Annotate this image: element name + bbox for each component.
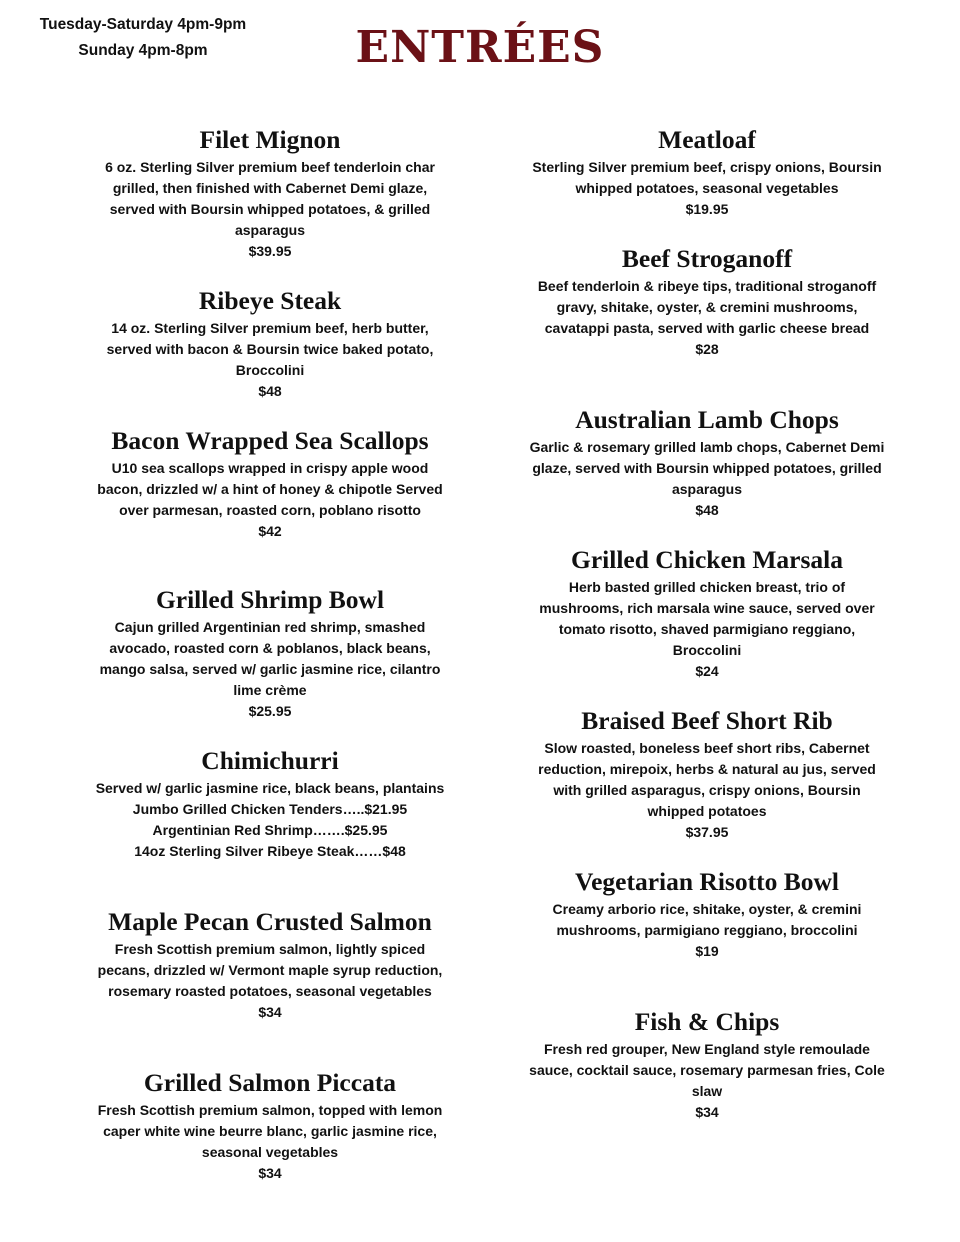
item-name: Braised Beef Short Rib — [581, 706, 833, 735]
item-price: $48 — [258, 383, 282, 399]
item-price: $48 — [695, 502, 719, 518]
menu-item-grilled-salmon-piccata — [90, 1068, 450, 1184]
menu-item-chimichurri — [90, 746, 450, 862]
page-title: ENTRÉES — [355, 22, 605, 73]
item-description: Cajun grilled Argentinian red shrimp, smashed avocado, roasted corn & poblanos, black beans, mango salsa, served w/ garlic jasmine rice, cilantro lime crème — [99, 619, 441, 698]
item-description: Creamy arborio rice, shitake, oyster, & cremini mushrooms, parmigiano reggiano, broccolini — [552, 901, 862, 938]
item-price: $19.95 — [685, 201, 729, 217]
item-name: Meatloaf — [658, 125, 756, 154]
item-name: Beef Stroganoff — [621, 244, 793, 273]
item-option: Argentinian Red Shrimp…….$25.95 — [152, 822, 388, 838]
item-price: $37.95 — [685, 824, 729, 840]
item-price: $34 — [258, 1004, 282, 1020]
menu-item-meatloaf — [527, 125, 887, 220]
item-name: Bacon Wrapped Sea Scallops — [111, 426, 429, 455]
menu-item-filet-mignon — [90, 125, 450, 262]
menu-item-beef-stroganoff — [527, 244, 887, 360]
item-name: Maple Pecan Crusted Salmon — [108, 907, 432, 936]
item-price: $42 — [258, 523, 282, 539]
item-name: Filet Mignon — [199, 125, 341, 154]
item-description: Herb basted grilled chicken breast, trio of mushrooms, rich marsala wine sauce, served over tomato risotto, shaved parmigiano reggiano, Broccolini — [539, 579, 875, 658]
item-name: Ribeye Steak — [198, 286, 342, 315]
hours-sunday: Sunday 4pm-8pm — [78, 42, 208, 59]
menu-item-braised-beef-short-rib — [527, 706, 887, 843]
menu-item-vegetarian-risotto-bowl — [527, 867, 887, 962]
item-price: $39.95 — [248, 243, 292, 259]
item-name: Fish & Chips — [634, 1007, 780, 1036]
item-option: 14oz Sterling Silver Ribeye Steak……$48 — [134, 843, 406, 859]
item-price: $25.95 — [248, 703, 292, 719]
hours-weekday: Tuesday-Saturday 4pm-9pm — [39, 16, 247, 33]
item-description: Garlic & rosemary grilled lamb chops, Cabernet Demi glaze, served with Boursin whipped potatoes, grilled asparagus — [529, 439, 885, 497]
menu-item-maple-pecan-crusted-salmon — [90, 907, 450, 1023]
item-price: $28 — [695, 341, 719, 357]
item-price: $34 — [695, 1104, 719, 1120]
item-name: Grilled Shrimp Bowl — [155, 585, 385, 614]
item-description: Fresh Scottish premium salmon, lightly spiced pecans, drizzled w/ Vermont maple syrup reduction, rosemary roasted potatoes, seasonal vegetables — [97, 941, 443, 999]
menu-item-australian-lamb-chops — [527, 405, 887, 521]
menu-item-bacon-wrapped-sea-scallops — [90, 426, 450, 542]
item-price: $19 — [695, 943, 719, 959]
item-description: U10 sea scallops wrapped in crispy apple wood bacon, drizzled w/ a hint of honey & chipotle Served over parmesan, roasted corn, poblano risotto — [97, 460, 443, 518]
item-name: Australian Lamb Chops — [575, 405, 839, 434]
item-name: Chimichurri — [201, 746, 339, 775]
item-price: $34 — [258, 1165, 282, 1181]
item-name: Vegetarian Risotto Bowl — [575, 867, 839, 896]
item-description: Fresh red grouper, New England style remoulade sauce, cocktail sauce, rosemary parmesan fries, Cole slaw — [529, 1041, 885, 1099]
menu-item-grilled-chicken-marsala — [527, 545, 887, 682]
menu-item-fish-and-chips — [527, 1007, 887, 1123]
item-description: Fresh Scottish premium salmon, topped with lemon caper white wine beurre blanc, garlic jasmine rice, seasonal vegetables — [97, 1102, 443, 1160]
item-option: Jumbo Grilled Chicken Tenders…..$21.95 — [132, 801, 408, 817]
item-name: Grilled Salmon Piccata — [143, 1068, 397, 1097]
item-name: Grilled Chicken Marsala — [571, 545, 843, 574]
item-description: Beef tenderloin & ribeye tips, traditional stroganoff gravy, shitake, oyster, & cremini mushrooms, cavatappi pasta, served with garlic cheese bread — [537, 278, 877, 336]
item-description: 6 oz. Sterling Silver premium beef tenderloin char grilled, then finished with Cabernet Demi glaze, served with Boursin whipped potatoes, & grilled asparagus — [105, 159, 435, 238]
item-description: Served w/ garlic jasmine rice, black beans, plantains — [95, 780, 445, 796]
menu-item-grilled-shrimp-bowl — [90, 585, 450, 722]
item-description: 14 oz. Sterling Silver premium beef, herb butter, served with bacon & Boursin twice baked potato, Broccolini — [106, 320, 434, 378]
menu-item-ribeye-steak — [90, 286, 450, 402]
item-description: Sterling Silver premium beef, crispy onions, Boursin whipped potatoes, seasonal vegetables — [532, 159, 882, 196]
item-price: $24 — [695, 663, 719, 679]
item-description: Slow roasted, boneless beef short ribs, Cabernet reduction, mirepoix, herbs & natural au jus, served with grilled asparagus, crispy onions, Boursin whipped potatoes — [538, 740, 876, 819]
